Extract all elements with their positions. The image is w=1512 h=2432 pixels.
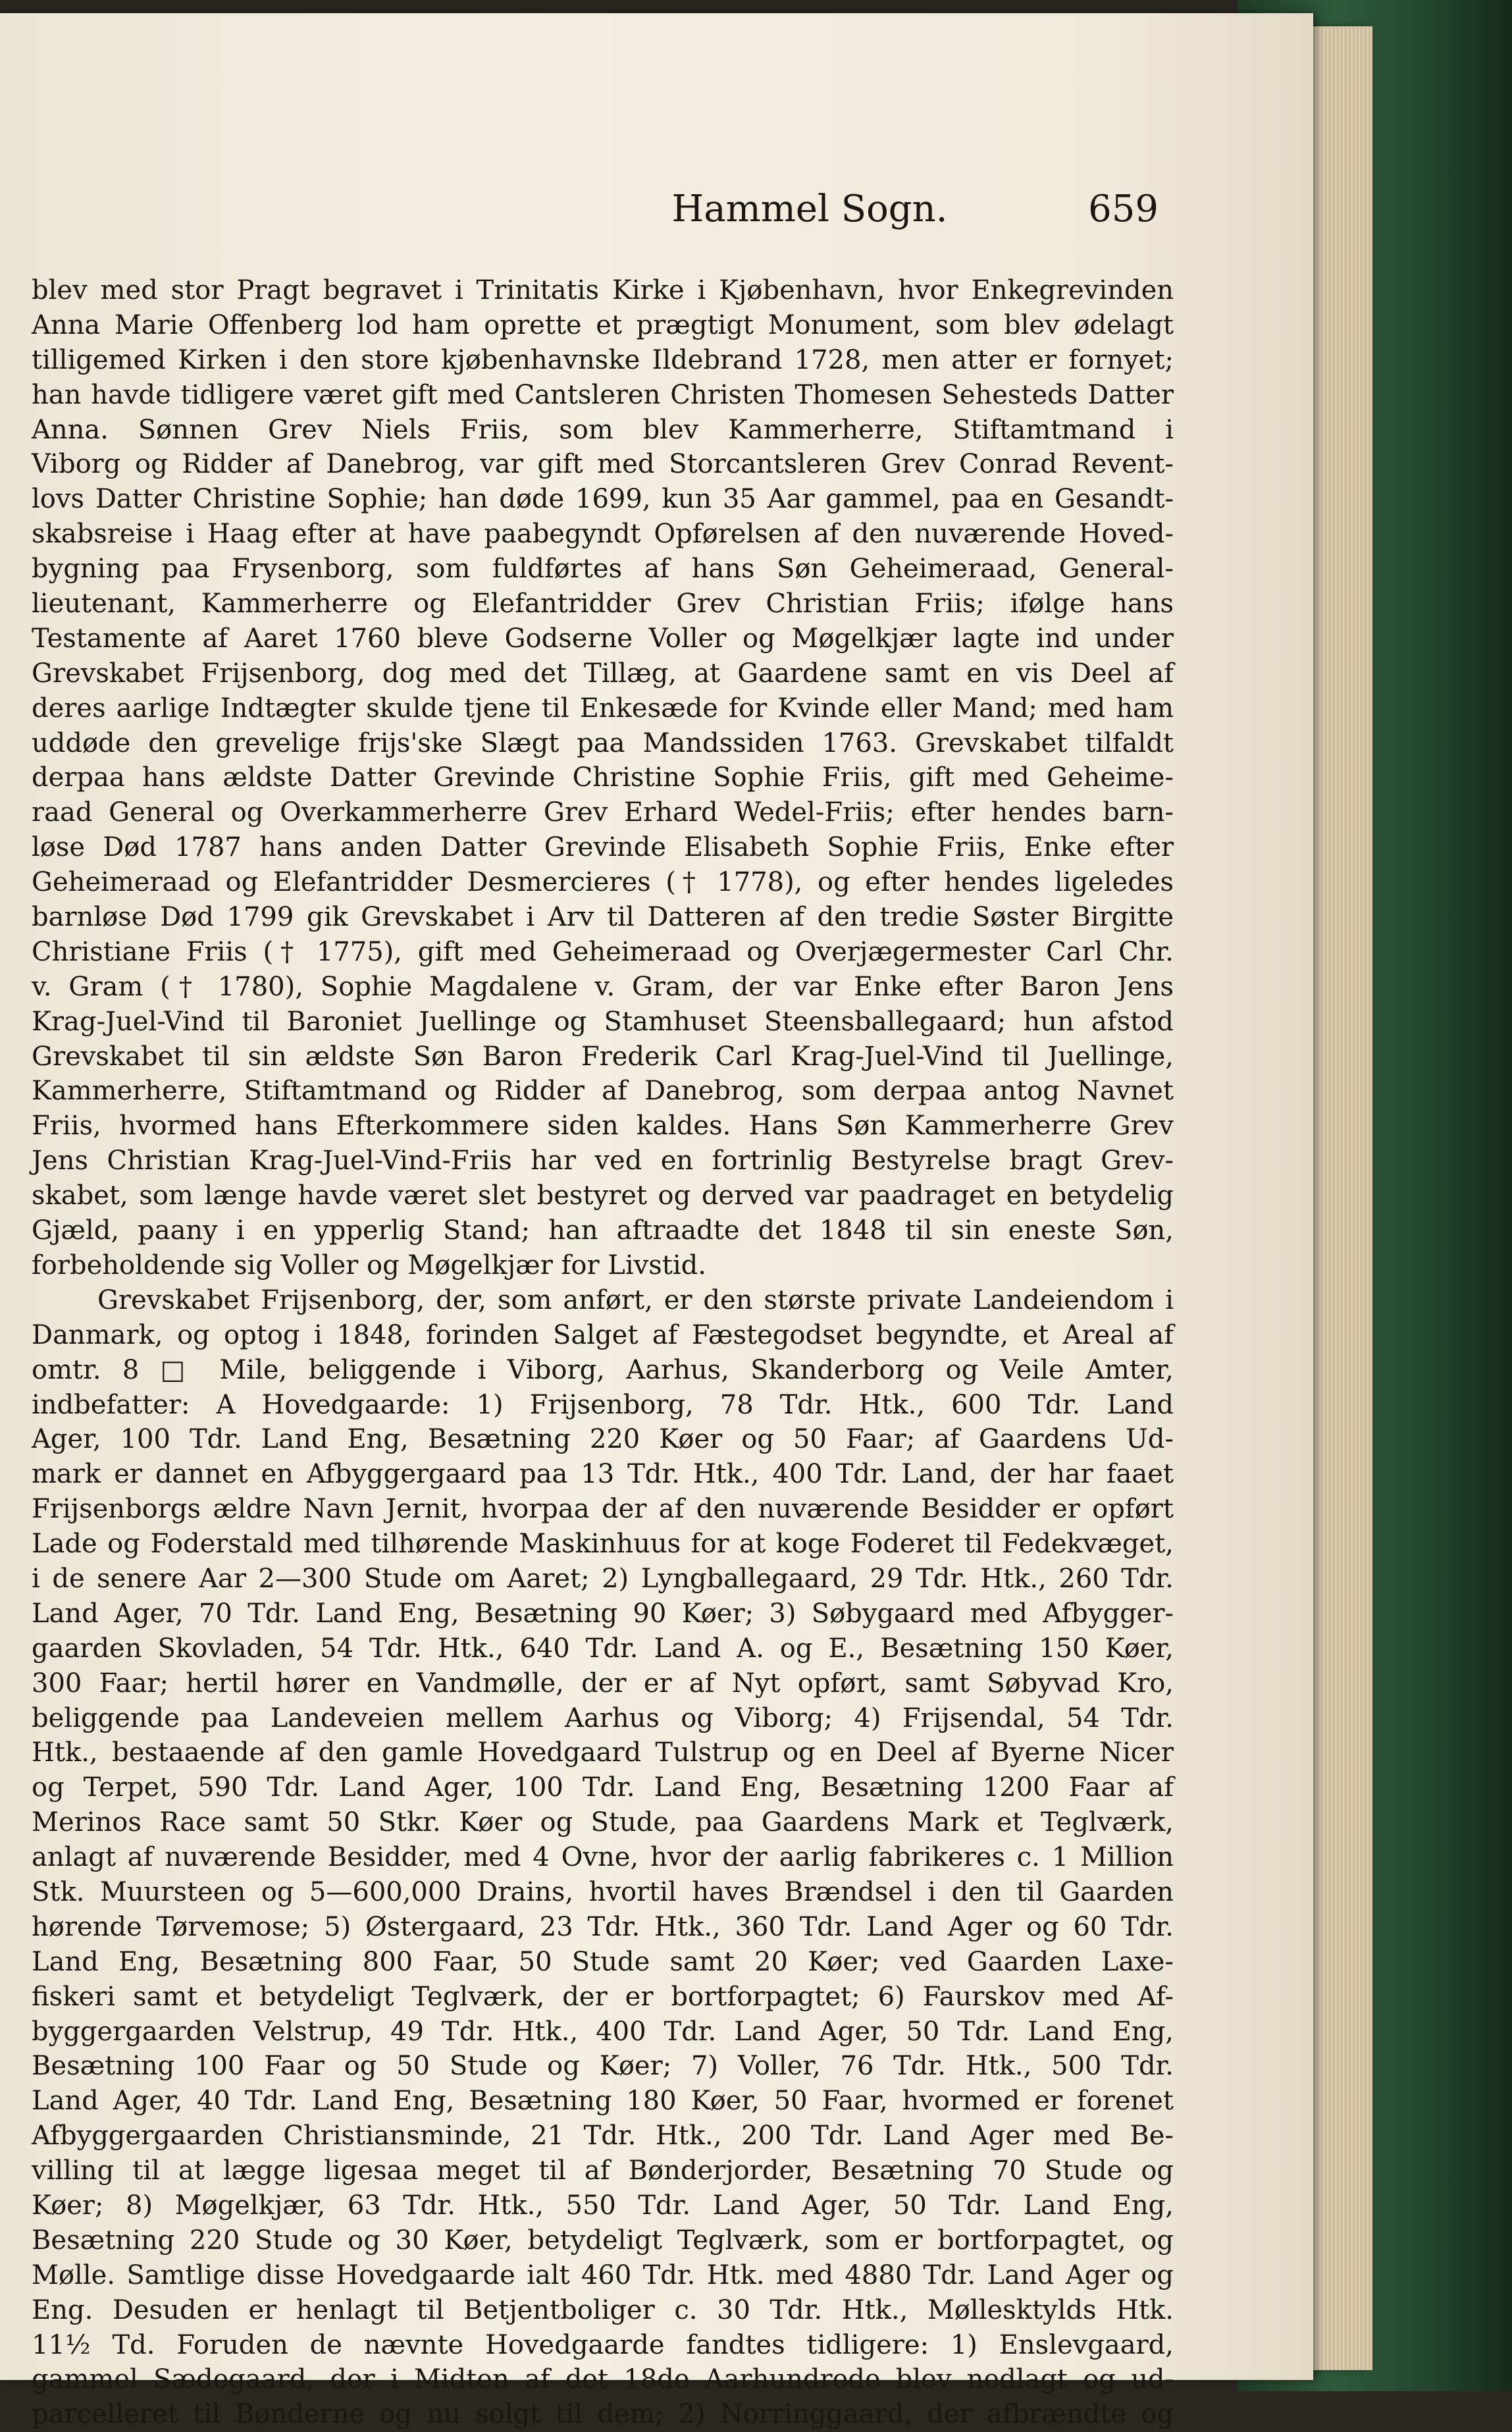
text-line: Danmark, og optog i 1848, forinden Salget af Fæstegodset begyndte, et Areal af: [32, 1319, 1174, 1350]
text-line: Krag-Juel-Vind til Baroniet Juellinge og Stamhuset Steensballegaard; hun afstod: [32, 1006, 1174, 1037]
text-line: Jens Christian Krag-Juel-Vind-Friis har ved en fortrinlig Bestyrelse bragt Grev-: [32, 1146, 1174, 1176]
running-title: Hammel Sogn.: [671, 188, 948, 230]
text-line: Gjæld, paany i en ypperlig Stand; han aftraadte det 1848 til sin eneste Søn,: [32, 1215, 1174, 1246]
text-line: Kammerherre, Stiftamtmand og Ridder af Danebrog, som derpaa antog Navnet: [32, 1076, 1174, 1107]
text-line: Køer; 8) Møgelkjær, 63 Tdr. Htk., 550 Tdr. Land Ager, 50 Tdr. Land Eng,: [32, 2190, 1174, 2221]
text-line: villing til at lægge ligesaa meget til af Bønderjorder, Besætning 70 Stude og: [32, 2155, 1174, 2186]
text-line: Land Ager, 70 Tdr. Land Eng, Besætning 90 Køer; 3) Søbygaard med Afbygger-: [32, 1598, 1174, 1629]
text-line: blev med stor Pragt begravet i Trinitatis Kirke i Kjøbenhavn, hvor Enkegrevinden: [32, 275, 1174, 305]
text-line: fiskeri samt et betydeligt Teglværk, der er bortforpagtet; 6) Faurskov med Af-: [32, 1981, 1174, 2012]
text-line: løse Død 1787 hans anden Datter Grevinde Elisabeth Sophie Friis, Enke efter: [32, 832, 1174, 863]
text-line: Lade og Foderstald med tilhørende Maskinhuus for at koge Foderet til Fedekvæget,: [32, 1529, 1174, 1560]
text-line: Geheimeraad og Elefantridder Desmercieres († 1778), og efter hendes ligeledes: [32, 867, 1174, 898]
text-line: mark er dannet en Afbyggergaard paa 13 Tdr. Htk., 400 Tdr. Land, der har faaet: [32, 1459, 1174, 1490]
book-page: [0, 13, 1313, 2430]
text-line: tilligemed Kirken i den store kjøbenhavnske Ildebrand 1728, men atter er fornyet;: [32, 344, 1174, 375]
text-line: hørende Tørvemose; 5) Østergaard, 23 Tdr. Htk., 360 Tdr. Land Ager og 60 Tdr.: [32, 1911, 1174, 1942]
text-line: Grevskabet Frijsenborg, dog med det Tillæg, at Gaardene samt en vis Deel af: [32, 658, 1174, 689]
text-line: Anna. Sønnen Grev Niels Friis, som blev Kammerherre, Stiftamtmand i: [32, 414, 1174, 445]
text-line: Grevskabet Frijsenborg, der, som anført, er den største private Landeiendom i: [97, 1284, 1174, 1315]
text-line: gammel Sædegaard, der i Midten af det 18de Aarhundrede blev nedlagt og ud-: [32, 2364, 1174, 2395]
text-line: gaarden Skovladen, 54 Tdr. Htk., 640 Tdr. Land A. og E., Besætning 150 Køer,: [32, 1633, 1174, 1664]
text-line: Land Ager, 40 Tdr. Land Eng, Besætning 180 Køer, 50 Faar, hvormed er forenet: [32, 2086, 1174, 2117]
text-line: Besætning 100 Faar og 50 Stude og Køer; 7) Voller, 76 Tdr. Htk., 500 Tdr.: [32, 2051, 1174, 2082]
text-line: 300 Faar; hertil hører en Vandmølle, der er af Nyt opført, samt Søbyvad Kro,: [32, 1668, 1174, 1699]
text-line: bygning paa Frysenborg, som fuldførtes af hans Søn Geheimeraad, General-: [32, 554, 1174, 585]
text-line: beliggende paa Landeveien mellem Aarhus og Viborg; 4) Frijsendal, 54 Tdr.: [32, 1703, 1174, 1733]
text-line: 11½ Td. Foruden de nævnte Hovedgaarde fandtes tidligere: 1) Enslevgaard,: [32, 2329, 1174, 2360]
text-line: Afbyggergaarden Christiansminde, 21 Tdr. Htk., 200 Tdr. Land Ager med Be-: [32, 2121, 1174, 2152]
text-line: forbeholdende sig Voller og Møgelkjær for Livstid.: [32, 1250, 706, 1281]
text-line: Mølle. Samtlige disse Hovedgaarde ialt 460 Tdr. Htk. med 4880 Tdr. Land Ager og: [32, 2260, 1174, 2290]
text-line: Grevskabet til sin ældste Søn Baron Frederik Carl Krag-Juel-Vind til Juellinge,: [32, 1041, 1174, 1072]
text-line: barnløse Død 1799 gik Grevskabet i Arv til Datteren af den tredie Søster Birgitte: [32, 902, 1174, 933]
text-line: Friis, hvormed hans Efterkommere siden kaldes. Hans Søn Kammerherre Grev: [32, 1111, 1174, 1142]
text-line: Besætning 220 Stude og 30 Køer, betydeligt Teglværk, som er bortforpagtet, og: [32, 2225, 1174, 2256]
text-line: Ager, 100 Tdr. Land Eng, Besætning 220 Køer og 50 Faar; af Gaardens Ud-: [32, 1424, 1174, 1455]
text-line: v. Gram († 1780), Sophie Magdalene v. Gram, der var Enke efter Baron Jens: [32, 971, 1174, 1002]
text-line: skabet, som længe havde været slet bestyret og derved var paadraget en betydelig: [32, 1180, 1174, 1211]
text-line: parcelleret til Bønderne og nu solgt til dem; 2) Norringgaard, der afbrændte og: [32, 2399, 1174, 2430]
text-line: Htk., bestaaende af den gamle Hovedgaard Tulstrup og en Deel af Byerne Nicer: [32, 1737, 1174, 1768]
text-line: Viborg og Ridder af Danebrog, var gift med Storcantsleren Grev Conrad Revent-: [32, 449, 1174, 480]
text-line: i de senere Aar 2—300 Stude om Aaret; 2) Lyngballegaard, 29 Tdr. Htk., 260 Tdr.: [32, 1563, 1174, 1594]
text-line: skabsreise i Haag efter at have paabegyndt Opførelsen af den nuværende Hoved-: [32, 519, 1174, 550]
text-line: omtr. 8 □ Mile, beliggende i Viborg, Aarhus, Skanderborg og Veile Amter,: [32, 1354, 1174, 1385]
text-line: uddøde den grevelige frijs'ske Slægt paa Mandssiden 1763. Grevskabet tilfaldt: [32, 727, 1174, 758]
text-line: deres aarlige Indtægter skulde tjene til Enkesæde for Kvinde eller Mand; med ham: [32, 693, 1174, 724]
text-line: derpaa hans ældste Datter Grevinde Christine Sophie Friis, gift med Geheime-: [32, 762, 1174, 793]
text-line: lieutenant, Kammerherre og Elefantridder Grev Christian Friis; ifølge hans: [32, 589, 1174, 620]
text-line: Stk. Muursteen og 5—600,000 Drains, hvortil haves Brændsel i den til Gaarden: [32, 1876, 1174, 1907]
body-text: [32, 273, 1174, 2432]
text-line: raad General og Overkammerherre Grev Erhard Wedel-Friis; efter hendes barn-: [32, 797, 1174, 828]
text-line: Christiane Friis († 1775), gift med Geheimeraad og Overjægermester Carl Chr.: [32, 936, 1174, 967]
page-number: 659: [1088, 188, 1159, 230]
text-line: han havde tidligere været gift med Cantsleren Christen Thomesen Sehesteds Datter: [32, 379, 1174, 410]
text-line: Testamente af Aaret 1760 bleve Godserne Voller og Møgelkjær lagte ind under: [32, 623, 1174, 654]
text-line: byggergaarden Velstrup, 49 Tdr. Htk., 400 Tdr. Land Ager, 50 Tdr. Land Eng,: [32, 2016, 1174, 2047]
text-line: indbefatter: A Hovedgaarde: 1) Frijsenborg, 78 Tdr. Htk., 600 Tdr. Land: [32, 1389, 1174, 1420]
text-line: lovs Datter Christine Sophie; han døde 1699, kun 35 Aar gammel, paa en Gesandt-: [32, 484, 1174, 515]
text-line: og Terpet, 590 Tdr. Land Ager, 100 Tdr. Land Eng, Besætning 1200 Faar af: [32, 1772, 1174, 1803]
page-header: [0, 181, 1313, 240]
text-line: Eng. Desuden er henlagt til Betjentboliger c. 30 Tdr. Htk., Møllesktylds Htk.: [32, 2294, 1174, 2325]
text-line: Land Eng, Besætning 800 Faar, 50 Stude samt 20 Køer; ved Gaarden Laxe-: [32, 1946, 1174, 1977]
text-line: Frijsenborgs ældre Navn Jernit, hvorpaa der af den nuværende Besidder er opført: [32, 1494, 1174, 1525]
text-line: Anna Marie Offenberg lod ham oprette et prægtigt Monument, som blev ødelagt: [32, 309, 1174, 340]
text-line: anlagt af nuværende Besidder, med 4 Ovne, hvor der aarlig fabrikeres c. 1 Million: [32, 1842, 1174, 1873]
text-line: Merinos Race samt 50 Stkr. Køer og Stude, paa Gaardens Mark et Teglværk,: [32, 1807, 1174, 1838]
